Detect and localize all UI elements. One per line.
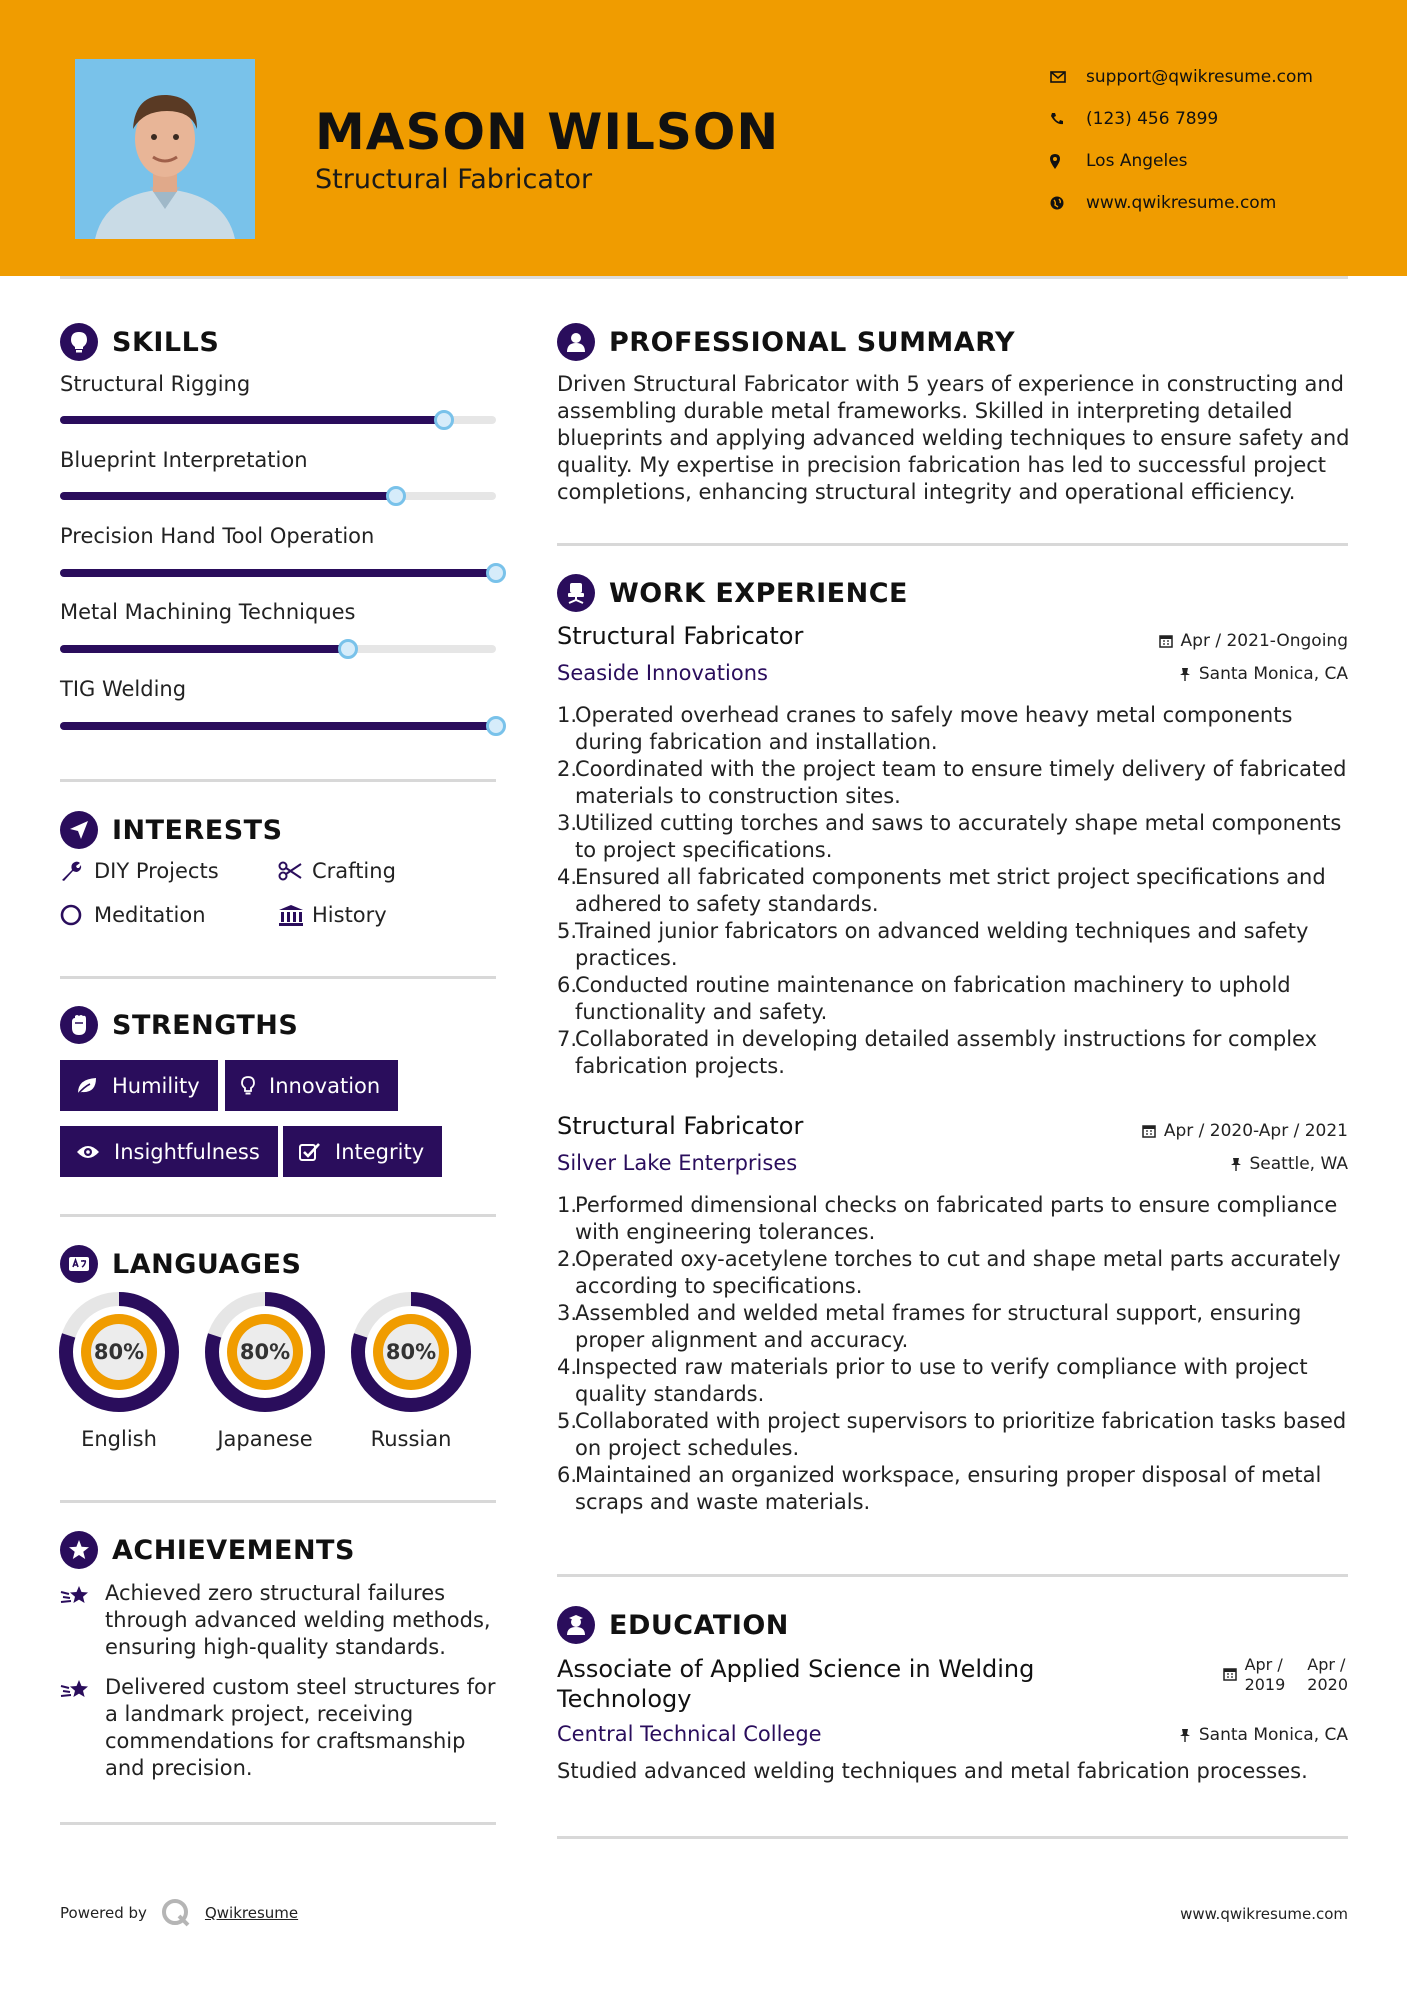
strength-badge: Innovation [225,1060,398,1111]
list-item: 4. Inspected raw materials prior to use to verify compliance with project quality standards. [557,1355,1308,1406]
shooting-star-icon [60,1580,105,1661]
list-item: 2. Operated oxy-acetylene torches to cut and shape metal parts accurately according to specifications. [557,1247,1341,1298]
section-divider [60,779,496,782]
skill-bar [60,645,496,653]
pushpin-icon [1179,667,1191,681]
strengths-heading: STRENGTHS [60,1006,298,1044]
bank-icon [278,904,312,926]
job-location: Santa Monica, CA [1179,664,1348,684]
interests-heading: INTERESTS [60,811,283,849]
list-item: 5. Trained junior fabricators on advanced welding techniques and safety practices. [557,919,1309,970]
map-pin-icon [1050,154,1086,169]
skill-label: Structural Rigging [60,372,251,396]
skill-bar-knob [486,563,506,583]
skill-bar [60,416,496,424]
strength-badge: Insightfulness [60,1126,278,1177]
section-divider [60,1822,496,1825]
header-divider [60,276,1348,279]
office-chair-icon [557,574,595,612]
languages-heading: LANGUAGES [60,1245,301,1283]
skill-bar-knob [434,410,454,430]
check-square-icon [299,1142,321,1162]
wrench-icon [60,860,94,882]
section-divider [557,1574,1348,1577]
skill-label: Precision Hand Tool Operation [60,524,375,548]
interest-item: Meditation [60,903,206,927]
language-card-icon [60,1245,98,1283]
job-bullets [557,702,1357,1080]
education-heading: EDUCATION [557,1606,789,1644]
company-name: Silver Lake Enterprises [557,1151,798,1175]
section-divider [557,543,1348,546]
lightbulb-icon [60,323,98,361]
achievement-item: Achieved zero structural failures through advanced welding methods, ensuring high-quality standards. [60,1580,500,1661]
education-dates: Apr / 2019 Apr / 2020 [1223,1655,1348,1695]
paper-plane-icon [60,811,98,849]
skill-label: TIG Welding [60,677,187,701]
header-banner [0,0,1407,276]
skill-bar-knob [338,639,358,659]
strength-badge: Humility [60,1060,218,1111]
pushpin-icon [1179,1728,1191,1742]
contact-email[interactable]: support@qwikresume.com [1050,56,1313,98]
interest-item: History [278,903,387,927]
list-item: 3. Assembled and welded metal frames for structural support, ensuring proper alignment and accuracy. [557,1301,1302,1352]
company-name: Seaside Innovations [557,661,768,685]
circle-icon [60,904,94,926]
qwikresume-link[interactable]: Qwikresume [204,1904,299,1922]
language-item [204,1291,326,1451]
job-dates: Apr / 2021-Ongoing [1159,631,1348,651]
calendar-icon [1223,1667,1237,1681]
section-divider [60,976,496,979]
skill-bar [60,722,496,730]
language-percent: 80% [239,1340,291,1364]
skill-bar-fill [60,416,444,424]
interest-item: DIY Projects [60,859,219,883]
skill-bar-fill [60,722,496,730]
job-title: Structural Fabricator [557,1112,804,1140]
job-dates: Apr / 2020-Apr / 2021 [1142,1121,1348,1141]
contact-website[interactable]: www.qwikresume.com [1050,182,1313,224]
language-percent: 80% [93,1340,145,1364]
education-location: Santa Monica, CA [1179,1725,1348,1745]
language-percent: 80% [385,1340,437,1364]
skills-heading: SKILLS [60,323,219,361]
skill-bar [60,492,496,500]
achievements-heading: ACHIEVEMENTS [60,1531,355,1569]
strength-badge: Integrity [283,1126,442,1177]
language-name: Japanese [217,1427,313,1451]
experience-heading: WORK EXPERIENCE [557,574,908,612]
footer-powered-by: Powered by Qwikresume [60,1898,298,1928]
list-item: 7. Collaborated in developing detailed assembly instructions for complex fabrication projects. [557,1027,1318,1078]
fist-icon [60,1006,98,1044]
language-name: English [81,1427,157,1451]
language-item [350,1291,472,1451]
contact-list [1050,56,1313,224]
section-divider [60,1500,496,1503]
language-name: Russian [370,1427,452,1451]
calendar-icon [1159,634,1173,648]
candidate-name: MASON WILSON [315,103,780,161]
list-item: 6. Conducted routine maintenance on fabrication machinery to uphold functionality and safety. [557,973,1291,1024]
education-description: Studied advanced welding techniques and metal fabrication processes. [557,1759,1308,1783]
skill-label: Metal Machining Techniques [60,600,356,624]
graduate-icon [557,1606,595,1644]
list-item: 1. Operated overhead cranes to safely move heavy metal components during fabrication and installation. [557,703,1293,754]
degree-title: Associate of Applied Science in Welding Technology [557,1655,1035,1713]
shooting-star-icon [60,1674,105,1782]
lightbulb-icon [241,1076,255,1096]
summary-text: Driven Structural Fabricator with 5 years of experience in constructing and assembling durable metal frameworks. Skilled in interpreting detailed blueprints and applying advanced welding techniques to ensure safety and quality. My expertise in precision fabrication has led to successful project completions, enhancing structural integrity and operational efficiency. [557,372,1350,504]
section-divider [557,1836,1348,1839]
skill-bar-knob [486,716,506,736]
list-item: 1. Performed dimensional checks on fabricated parts to ensure compliance with engineering tolerances. [557,1193,1338,1244]
skill-bar-fill [60,492,396,500]
job-title: Structural Fabricator [557,622,804,650]
skill-bar-fill [60,569,496,577]
calendar-icon [1142,1124,1156,1138]
scissors-icon [278,861,312,881]
eye-icon [76,1144,100,1160]
summary-heading: PROFESSIONAL SUMMARY [557,323,1015,361]
contact-phone[interactable]: (123) 456 7899 [1050,98,1313,140]
skill-bar [60,569,496,577]
pushpin-icon [1230,1157,1242,1171]
star-badge-icon [60,1531,98,1569]
list-item: 5. Collaborated with project supervisors to prioritize fabrication tasks based on project schedules. [557,1409,1347,1460]
list-item: 3. Utilized cutting torches and saws to accurately shape metal components to project specifications. [557,811,1342,862]
school-name: Central Technical College [557,1722,822,1746]
footer-url[interactable]: www.qwikresume.com [1180,1905,1348,1923]
language-item [58,1291,180,1451]
section-divider [60,1214,496,1217]
achievement-item: Delivered custom steel structures for a landmark project, receiving commendations for craftsmanship and precision. [60,1674,500,1782]
job-bullets [557,1192,1357,1516]
skill-bar-knob [386,486,406,506]
list-item: 2. Coordinated with the project team to ensure timely delivery of fabricated materials to construction sites. [557,757,1347,808]
leaf-icon [76,1077,98,1095]
user-icon [557,323,595,361]
candidate-title: Structural Fabricator [315,164,593,195]
qwikresume-logo-icon [161,1898,191,1928]
envelope-icon [1050,71,1086,83]
list-item: 4. Ensured all fabricated components met strict project specifications and adhered to safety standards. [557,865,1326,916]
interest-item: Crafting [278,859,396,883]
globe-icon [1050,196,1086,210]
phone-icon [1050,112,1086,126]
skill-bar-fill [60,645,348,653]
contact-location: Los Angeles [1050,140,1313,182]
profile-photo [75,59,255,239]
job-location: Seattle, WA [1230,1154,1349,1174]
skill-label: Blueprint Interpretation [60,448,308,472]
list-item: 6. Maintained an organized workspace, ensuring proper disposal of metal scraps and waste materials. [557,1463,1322,1514]
